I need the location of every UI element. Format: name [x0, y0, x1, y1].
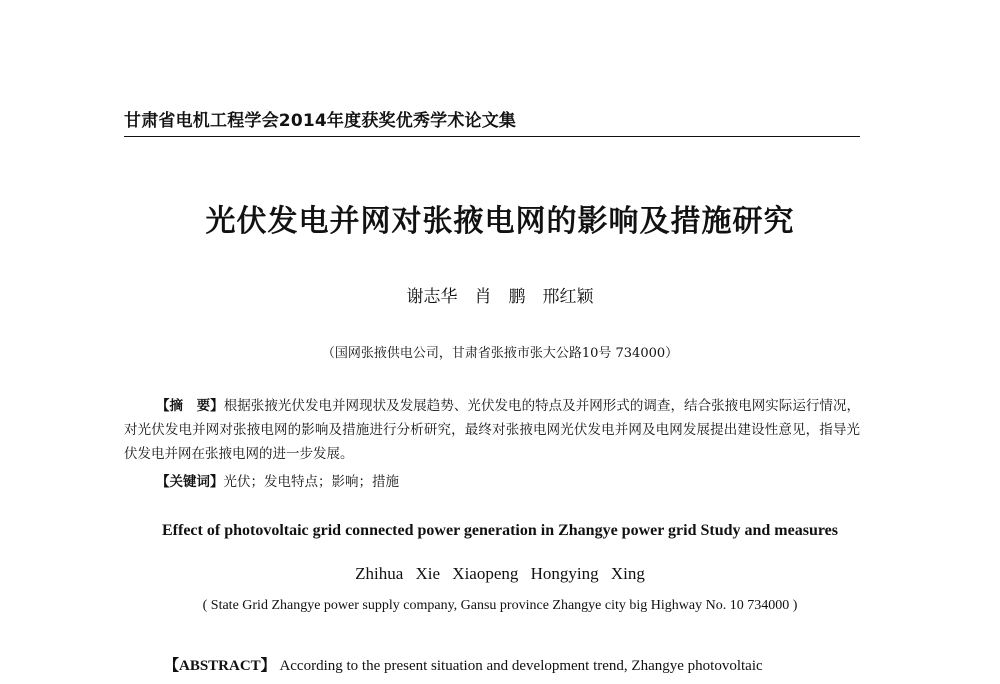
authors-en: Zhihua Xie Xiaopeng Hongying Xing: [355, 564, 645, 583]
abstract-en-label: 【ABSTRACT】: [164, 658, 276, 674]
paper-title-en: Effect of photovoltaic grid connected power generation in Zhangye power grid Study and measures: [162, 522, 838, 539]
keywords-cn: [156, 470, 399, 490]
abstract-cn-text: 根据张掖光伏发电并网现状及发展趋势、光伏发电的特点及并网形式的调查，结合张掖电网实际运行情况，对光伏发电并网对张掖电网的影响及措施进行分析研究，最终对张掖电网光伏发电并网及电网发展提出建设性意见，指导光伏发电并网在张掖电网的进一步发展。: [124, 398, 861, 462]
paper-title-cn: 光伏发电并网对张掖电网的影响及措施研究: [205, 204, 795, 239]
abstract-cn: [124, 394, 860, 466]
keywords-cn-text: 光伏；发电特点；影响；措施: [223, 474, 399, 490]
abstract-en-paragraph: [124, 654, 860, 678]
header-rule: [124, 136, 860, 137]
abstract-en: [124, 654, 860, 678]
running-header: 甘肃省电机工程学会2014年度获奖优秀学术论文集: [124, 111, 517, 131]
abstract-cn-paragraph: [124, 394, 860, 466]
abstract-cn-label: 【摘 要】: [156, 398, 224, 414]
affiliation-en: ( State Grid Zhangye power supply company, Gansu province Zhangye city big Highway No. 10 734000 ): [202, 598, 798, 613]
abstract-en-text: According to the present situation and development trend, Zhangye photovoltaic: [279, 658, 763, 674]
keywords-cn-label: 【关键词】: [156, 474, 224, 490]
affiliation-cn: （国网张掖供电公司，甘肃省张掖市张大公路10号 734000）: [321, 346, 679, 361]
authors-cn: 谢志华 肖 鹏 邢红颖: [406, 287, 594, 307]
